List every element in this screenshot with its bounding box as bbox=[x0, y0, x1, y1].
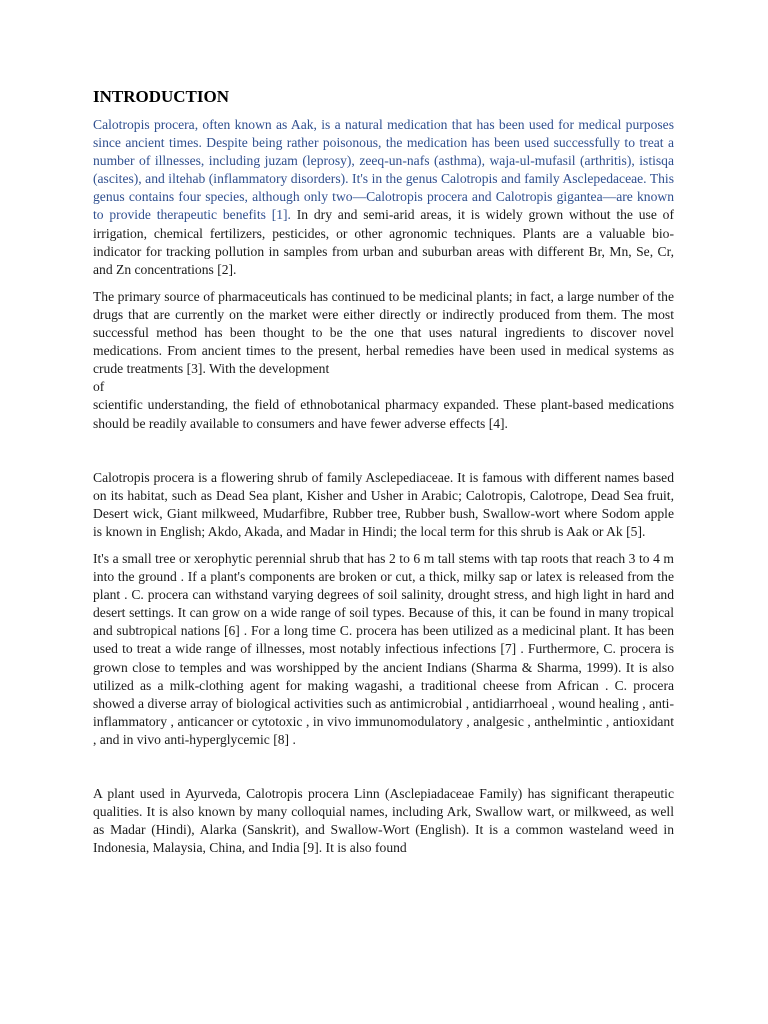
paragraph-3: Calotropis procera is a flowering shrub of family Asclepediaceae. It is famous with different names based on its habitat, such as Dead Sea plant, Kisher and Usher in Arabic; Calotropis, Calotrope, Dead Sea fruit, Desert wick, Giant milkweed, Mudarfibre, Rubber tree, Rubber bush, Swallow-wort where Sodom apple is known in English; Akdo, Akada, and Madar in Hindi; the local term for this shrub is Aak or Ak [5]. bbox=[93, 469, 674, 539]
paragraph-2-part-2: of bbox=[93, 379, 105, 395]
paragraph-1-rest: In dry and semi-arid areas, it is widely grown without the use of irrigation, chemical fertilizers, pesticides, or other agronomic techniques. Plants are a valuable bio-indicator for tracking pollution in samples from urban and suburban areas with different Br, Mn, Se, Cr, and Zn concentrations [2]. bbox=[93, 207, 674, 277]
section-heading: INTRODUCTION bbox=[93, 87, 230, 106]
paragraph-2-part-1: The primary source of pharmaceuticals has continued to be medicinal plants; in fact, a large number of the drugs that are currently on the market were either directly or indirectly produced from them. The most successful method has been thought to be the one that uses natural ingredients to discover novel medications. From ancient times to the present, herbal remedies have been used in medical systems as crude treatments [3]. With the development bbox=[93, 288, 674, 377]
paragraph-2-part-3: scientific understanding, the field of ethnobotanical pharmacy expanded. These plant-based medications should be readily available to consumers and have fewer adverse effects [4]. bbox=[93, 397, 674, 431]
paragraph-1-highlighted: Calotropis procera, often known as Aak, is a natural medication that has been used for medical purposes since ancient times. Despite being rather poisonous, the medication has been used successfully to treat a number of illnesses, including juzam (leprosy), zeeq-un-nafs (asthma), waja-ul-mufasil (arthritis), istisqa (ascites), and iltehab (inflammatory disorders). It's in the genus Calotropis and family Asclepedaceae. This genus contains four species, although only two—Calotropis procera and Calotropis gigantea—are known to provide therapeutic benefits [1]. bbox=[93, 117, 674, 223]
document-page bbox=[93, 86, 674, 857]
paragraph-4: It's a small tree or xerophytic perennial shrub that has 2 to 6 m tall stems with tap roots that reach 3 to 4 m into the ground . If a plant's components are broken or cut, a thick, milky sap or latex is released from the plant . C. procera can withstand varying degrees of soil salinity, drought stress, and high light in hard and desert settings. It can grow on a wide range of soil types. Because of this, it can be found in many tropical and subtropical nations [6] . For a long time C. procera has been utilized as a medicinal plant. It has been used to treat a wide range of illnesses, most notably infectious infections [7] . Furthermore, C. procera is grown close to temples and was worshipped by the ancient Indians (Sharma & Sharma, 1999). It is also utilized as a milk-clothing agent for making wagashi, a traditional cheese from African . C. procera showed a diverse array of biological activities such as antimicrobial , antidiarrhoeal , wound healing , anti-inflammatory , anticancer or cytotoxic , in vivo immunomodulatory , analgesic , anthelmintic , antioxidant , and in vivo anti-hyperglycemic [8] . bbox=[93, 550, 674, 747]
paragraph-1 bbox=[93, 116, 674, 279]
paragraph-5: A plant used in Ayurveda, Calotropis procera Linn (Asclepiadaceae Family) has significant therapeutic qualities. It is also known by many colloquial names, including Ark, Swallow wart, or milkweed, as well as Madar (Hindi), Alarka (Sanskrit), and Swallow-Wort (English). It is a common wasteland weed in Indonesia, Malaysia, China, and India [9]. It is also found bbox=[93, 786, 674, 856]
paragraph-2 bbox=[93, 288, 674, 433]
